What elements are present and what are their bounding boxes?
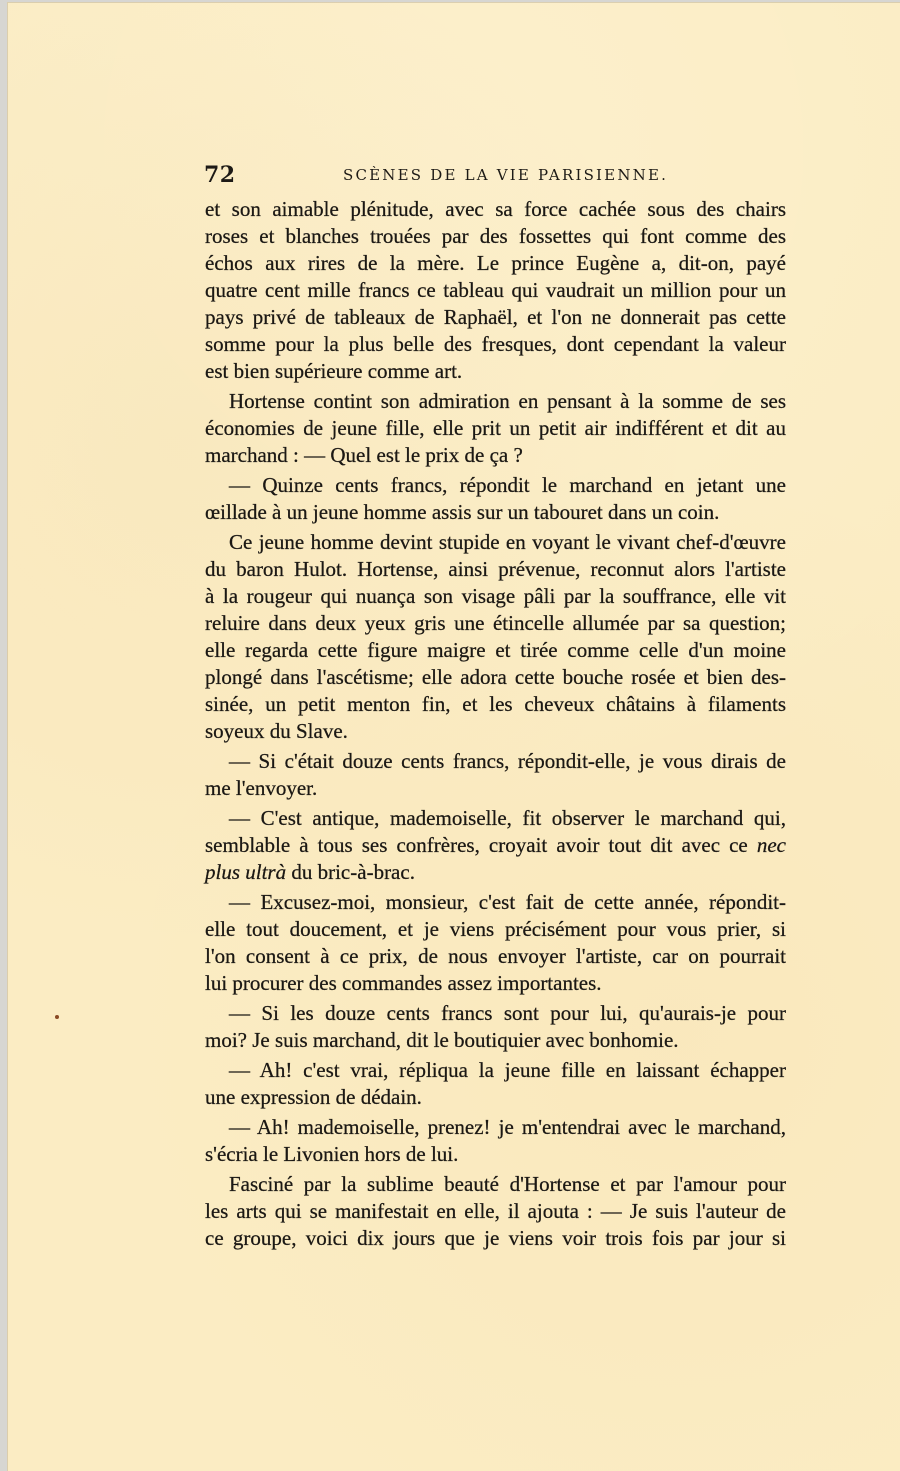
line-text: soyeux du Slave. [205,719,348,743]
text-line [205,943,786,970]
line-text: me l'envoyer. [205,776,318,800]
text-line [205,1225,786,1252]
line-text: roses et blanches trouées par des fossettes qui font comme des [205,224,786,248]
line-text: — Ah! mademoiselle, prenez! je m'entendrai avec le marchand, [229,1115,786,1139]
line-text: somme pour la plus belle des fresques, dont cependant la valeur [205,332,786,356]
line-text: — Quinze cents francs, répondit le marchand en jetant une [229,473,786,497]
line-text: du bric-à-brac. [286,860,415,884]
text-line [229,1114,786,1141]
text-line [205,415,786,442]
text-line [205,859,786,886]
line-text: elle regarda cette figure maigre et tirée comme celle d'un moine [205,638,786,662]
text-line [205,196,786,223]
text-line [229,1057,786,1084]
line-text: Ce jeune homme devint stupide en voyant le vivant chef-d'œuvre [229,530,786,554]
text-line [205,331,786,358]
italic-phrase: nec [756,833,786,857]
line-text: marchand : — Quel est le prix de ça ? [205,443,523,467]
line-text: — Excusez-moi, monsieur, c'est fait de cette année, répondit- [229,890,786,914]
line-text: une expression de dédain. [205,1085,422,1109]
line-text: et son aimable plénitude, avec sa force cachée sous des chairs [205,197,786,221]
line-text: sinée, un petit menton fin, et les cheveux châtains à filaments [205,692,786,716]
text-line [205,1198,786,1225]
text-line [229,472,786,499]
text-line [229,388,786,415]
line-text: — Si les douze cents francs sont pour lui, qu'aurais-je pour [229,1001,786,1025]
text-line [229,748,786,775]
text-line [229,529,786,556]
text-line [205,277,786,304]
text-line [205,583,786,610]
text-line [205,1027,786,1054]
line-text: moi? Je suis marchand, dit le boutiquier avec bonhomie. [205,1028,679,1052]
line-text: économies de jeune fille, elle prit un petit air indifférent et dit au [205,416,786,440]
text-line [205,775,786,802]
line-text: elle tout doucement, et je viens précisément pour vous prier, si [205,917,786,941]
text-line [205,499,786,526]
text-line [205,832,786,859]
text-line [205,223,786,250]
text-line [205,1084,786,1111]
text-line [205,691,786,718]
line-text: quatre cent mille francs ce tableau qui vaudrait un million pour un [205,278,786,302]
line-text: s'écria le Livonien hors de lui. [205,1142,459,1166]
line-text: ce groupe, voici dix jours que je viens voir trois fois par jour si [205,1226,786,1250]
line-text: œillade à un jeune homme assis sur un tabouret dans un coin. [205,500,720,524]
text-line [205,718,786,745]
text-line [229,805,786,832]
text-line [205,637,786,664]
line-text: reluire dans deux yeux gris une étincelle allumée par sa question; [205,611,786,635]
italic-phrase: plus ultrà [205,860,287,884]
line-text: du baron Hulot. Hortense, ainsi prévenue, reconnut alors l'artiste [205,557,786,581]
line-text: Fasciné par la sublime beauté d'Hortense et par l'amour pour [229,1172,786,1196]
line-text: à la rougeur qui nuança son visage pâli par la souffrance, elle vit [205,584,786,608]
text-line [205,1141,786,1168]
text-line [205,442,786,469]
text-line [205,664,786,691]
text-line [205,250,786,277]
line-text: est bien supérieure comme art. [205,359,463,383]
line-text: — C'est antique, mademoiselle, fit observer le marchand qui, [229,806,786,830]
line-text: plongé dans l'ascétisme; elle adora cette bouche rosée et bien des- [205,665,786,689]
line-text: lui procurer des commandes assez importantes. [205,971,602,995]
line-text: semblable à tous ses confrères, croyait avoir tout dit avec ce [205,833,757,857]
line-text: les arts qui se manifestait en elle, il ajouta : — Je suis l'auteur de [205,1199,786,1223]
text-line [205,358,786,385]
text-line [229,889,786,916]
running-title: SCÈNES DE LA VIE PARISIENNE. [343,166,669,184]
text-line [205,916,786,943]
text-line [205,970,786,997]
text-line [229,1000,786,1027]
line-text: échos aux rires de la mère. Le prince Eugène a, dit-on, payé [205,251,786,275]
line-text: — Si c'était douze cents francs, répondit-elle, je vous dirais de [229,749,786,773]
page-number: 72 [204,162,236,188]
line-text: l'on consent à ce prix, de nous envoyer l'artiste, car on pourrait [205,944,786,968]
line-text: Hortense contint son admiration en pensant à la somme de ses [229,389,786,413]
text-line [205,304,786,331]
text-line [205,610,786,637]
text-line [205,556,786,583]
line-text: — Ah! c'est vrai, répliqua la jeune fille en laissant échapper [229,1058,786,1082]
line-text: pays privé de tableaux de Raphaël, et l'on ne donnerait pas cette [205,305,786,329]
text-line [229,1171,786,1198]
